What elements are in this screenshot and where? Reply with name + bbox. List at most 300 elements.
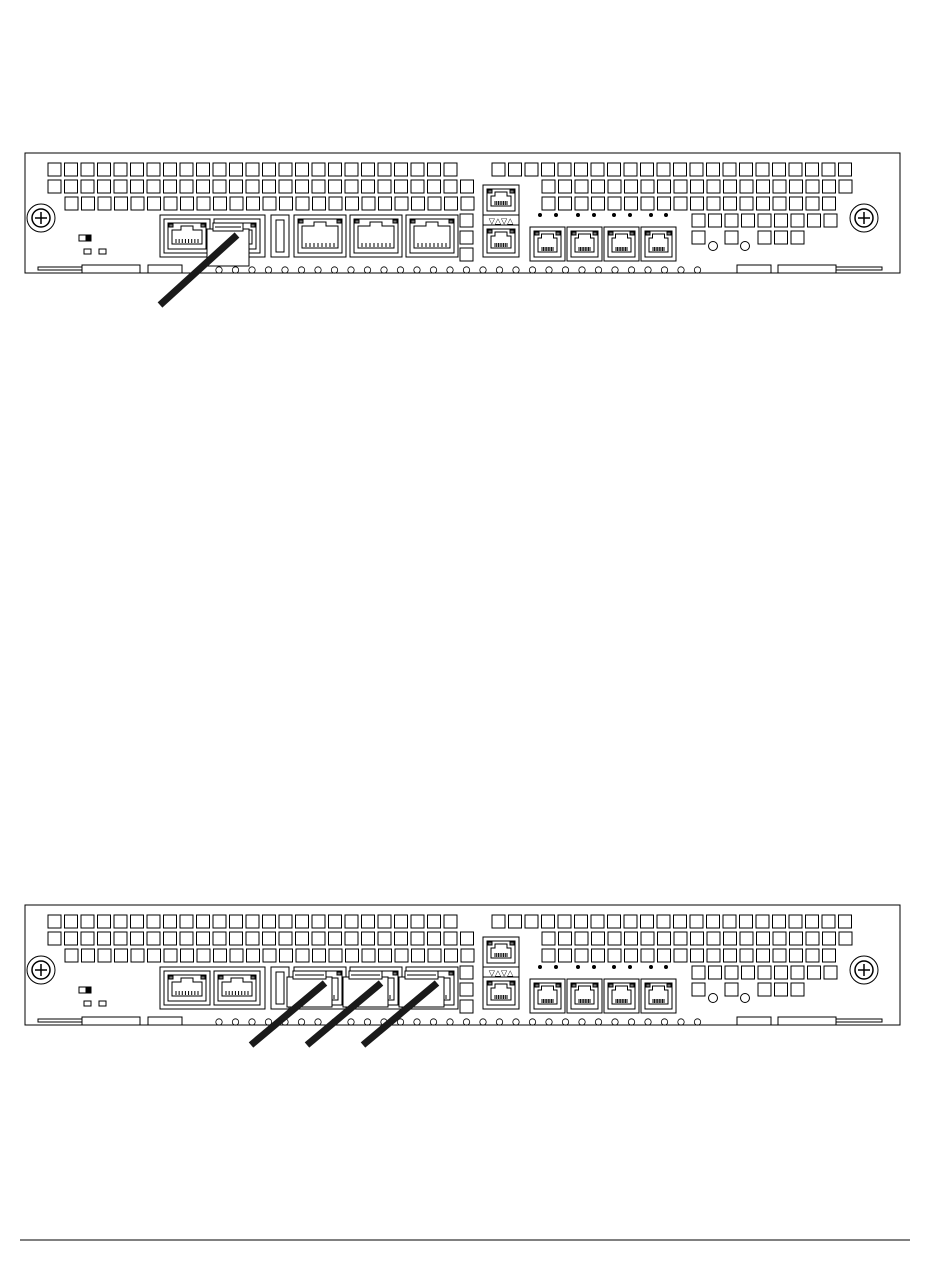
vent-hole: [98, 197, 111, 210]
vent-hole: [674, 197, 687, 210]
vent-hole: [773, 180, 786, 193]
vent-hole: [114, 932, 127, 945]
vent-hole: [279, 932, 292, 945]
rj45-led: [393, 972, 397, 975]
rj45-socket: [358, 222, 394, 248]
vent-hole: [625, 197, 638, 210]
screw-icon: [850, 956, 878, 984]
vent-hole: [164, 197, 177, 210]
port-led-dot: [592, 965, 596, 969]
rj45-led: [630, 984, 634, 987]
vent-hole: [329, 915, 342, 928]
rj45-socket: [612, 986, 631, 1004]
vent-hole: [197, 163, 210, 176]
stacked-port-lower: [483, 977, 519, 1009]
latch: [148, 1017, 182, 1025]
vent-hole: [624, 915, 637, 928]
bottom-vent-circle: [430, 1019, 436, 1025]
rj45-led: [201, 224, 205, 227]
rj45-led: [593, 232, 597, 235]
vent-hole: [707, 197, 720, 210]
rj45-led: [299, 220, 303, 223]
vent-hole: [65, 932, 78, 945]
rj45-socket: [538, 986, 557, 1004]
vent-hole: [608, 949, 621, 962]
vent-hole: [345, 180, 358, 193]
bottom-vent-circle: [216, 1019, 222, 1025]
vent-hole: [674, 915, 687, 928]
vent-hole: [230, 949, 243, 962]
port-led-dot: [576, 213, 580, 217]
vent-hole: [658, 180, 671, 193]
vent-hole: [247, 949, 260, 962]
vent-hole: [263, 949, 276, 962]
rj45-led: [535, 984, 539, 987]
vent-hole: [180, 180, 193, 193]
vent-hole: [345, 163, 358, 176]
screw-icon: [27, 204, 55, 232]
rj45-led: [510, 190, 514, 193]
vent-hole: [345, 915, 358, 928]
vent-hole: [65, 949, 78, 962]
vent-hole: [725, 983, 738, 996]
bottom-vent-circle: [463, 267, 469, 273]
rj45-led: [355, 220, 359, 223]
vent-hole: [428, 949, 441, 962]
vent-hole: [378, 163, 391, 176]
rj45-socket: [414, 222, 450, 248]
led-icon: [79, 987, 106, 1006]
vent-hole: [246, 180, 259, 193]
vent-hole: [280, 949, 293, 962]
bottom-vent-circle: [397, 267, 403, 273]
vent-hole: [791, 231, 804, 244]
vent-hole: [181, 197, 194, 210]
vent-hole: [575, 949, 588, 962]
rj45-port-inner: [168, 975, 206, 1001]
vent-hole: [824, 966, 837, 979]
vent-hole: [724, 932, 737, 945]
vent-hole: [822, 915, 835, 928]
bottom-vent-circle: [645, 267, 651, 273]
vent-hole: [428, 163, 441, 176]
bottom-vent-circle: [315, 1019, 321, 1025]
vent-hole: [461, 180, 474, 193]
stacked-port-upper: [483, 937, 519, 967]
vent-hole: [559, 180, 572, 193]
rj45-socket: [575, 986, 594, 1004]
vent-hole: [542, 197, 555, 210]
vent-hole: [362, 949, 375, 962]
vent-hole: [806, 197, 819, 210]
vent-hole: [444, 180, 457, 193]
rj45-led: [251, 224, 255, 227]
vent-hole: [213, 180, 226, 193]
vent-hole: [461, 949, 474, 962]
vent-hole: [725, 231, 738, 244]
vent-hole: [362, 915, 375, 928]
bottom-vent-circle: [331, 267, 337, 273]
port-led-dot: [664, 213, 668, 217]
vent-hole: [757, 932, 770, 945]
device-front-panel-top: [25, 153, 900, 305]
stacked-port-label: ▽△▽△: [488, 968, 514, 978]
stacked-port-upper: [483, 185, 519, 215]
vent-hole: [575, 915, 588, 928]
vent-hole: [296, 163, 309, 176]
rj45-port-3: [294, 215, 346, 257]
rj45-led: [593, 984, 597, 987]
vent-hole: [525, 163, 538, 176]
usb-slot: [276, 972, 284, 1004]
vent-hole: [790, 180, 803, 193]
vent-hole: [592, 949, 605, 962]
latch: [778, 265, 836, 273]
rj45-led: [572, 984, 576, 987]
rj45-led: [667, 232, 671, 235]
vent-hole: [395, 915, 408, 928]
vent-hole: [692, 983, 705, 996]
rj45-led: [488, 982, 492, 985]
vent-hole: [230, 197, 243, 210]
rj45-socket: [302, 222, 338, 248]
bottom-vent-circle: [282, 267, 288, 273]
vent-hole: [114, 163, 127, 176]
vent-hole: [559, 949, 572, 962]
vent-hole: [674, 180, 687, 193]
vent-hole: [707, 180, 720, 193]
vent-hole: [692, 966, 705, 979]
rj45-port-8: [567, 227, 602, 261]
vent-hole: [296, 932, 309, 945]
latch: [148, 265, 182, 273]
rj45-led: [556, 984, 560, 987]
vent-hole: [775, 214, 788, 227]
vent-hole: [329, 180, 342, 193]
vent-hole: [509, 915, 522, 928]
vent-hole: [608, 915, 621, 928]
bottom-vent-circle: [529, 267, 535, 273]
vent-hole: [48, 163, 61, 176]
status-led: [99, 1001, 106, 1006]
vent-hole: [81, 932, 94, 945]
vent-hole: [823, 932, 836, 945]
bottom-vent-circle: [480, 1019, 486, 1025]
vent-hole: [608, 932, 621, 945]
vent-hole: [263, 163, 276, 176]
bottom-vent-circle: [678, 267, 684, 273]
vent-hole: [641, 180, 654, 193]
vent-hole: [641, 197, 654, 210]
vent-hole: [756, 163, 769, 176]
vent-hole: [691, 932, 704, 945]
vent-hole: [115, 949, 128, 962]
vent-hole: [180, 163, 193, 176]
latch: [82, 1017, 140, 1025]
vent-hole: [806, 932, 819, 945]
vent-hole: [197, 915, 210, 928]
vent-hole: [312, 915, 325, 928]
vent-hole: [591, 163, 604, 176]
vent-hole: [164, 915, 177, 928]
vent-hole: [775, 966, 788, 979]
vent-hole: [81, 915, 94, 928]
latch: [38, 1019, 82, 1022]
bottom-vent-circle: [694, 267, 700, 273]
rj45-led: [488, 190, 492, 193]
bottom-vent-circle: [694, 1019, 700, 1025]
vent-hole: [740, 949, 753, 962]
vent-hole: [395, 180, 408, 193]
vent-hole: [806, 180, 819, 193]
port-led-dot: [649, 213, 653, 217]
vent-hole: [81, 180, 94, 193]
vent-hole: [82, 197, 95, 210]
vent-hole: [48, 180, 61, 193]
bottom-vent-circle: [612, 1019, 618, 1025]
vent-hole: [740, 915, 753, 928]
vent-hole: [757, 197, 770, 210]
vent-hole: [197, 197, 210, 210]
vent-hole: [197, 949, 210, 962]
vent-hole: [444, 915, 457, 928]
bottom-vent-circle: [661, 1019, 667, 1025]
rj45-port-10: [641, 227, 676, 261]
vent-hole: [641, 163, 654, 176]
vent-hole: [379, 197, 392, 210]
vent-hole: [690, 163, 703, 176]
latch: [778, 1017, 836, 1025]
vent-hole: [823, 180, 836, 193]
port-led-dot: [592, 213, 596, 217]
vent-hole: [412, 197, 425, 210]
vent-hole: [691, 949, 704, 962]
vent-hole: [247, 197, 260, 210]
bottom-vent-circle: [430, 267, 436, 273]
vent-hole: [758, 214, 771, 227]
bottom-vent-circle: [364, 1019, 370, 1025]
stacked-port-pair: [483, 185, 519, 257]
vent-hole: [164, 180, 177, 193]
vent-hole: [773, 915, 786, 928]
vent-hole: [724, 180, 737, 193]
bottom-vent-circle: [315, 267, 321, 273]
port-led-dot: [664, 965, 668, 969]
vent-hole: [773, 197, 786, 210]
rj45-port-inner: [168, 223, 206, 249]
vent-hole: [674, 949, 687, 962]
vent-hole: [230, 180, 243, 193]
vent-hole: [279, 180, 292, 193]
vent-hole: [724, 949, 737, 962]
rj45-port-8: [567, 979, 602, 1013]
vent-hole: [296, 197, 309, 210]
vent-hole: [296, 180, 309, 193]
bottom-vent-circle: [612, 267, 618, 273]
vent-hole: [378, 915, 391, 928]
vent-hole: [378, 180, 391, 193]
bottom-vent-circle: [480, 267, 486, 273]
rj45-port-inner: [218, 975, 256, 1001]
vent-hole: [806, 915, 819, 928]
bottom-vent-circle: [447, 267, 453, 273]
vent-hole: [839, 915, 852, 928]
vent-hole: [608, 163, 621, 176]
vent-hole: [709, 214, 722, 227]
vent-hole: [542, 932, 555, 945]
vent-hole: [641, 949, 654, 962]
connected-module-2: [343, 971, 388, 1007]
vent-hole: [742, 214, 755, 227]
vent-hole: [724, 197, 737, 210]
vent-hole: [395, 197, 408, 210]
bottom-vent-circle: [513, 1019, 519, 1025]
rj45-port-9: [604, 227, 639, 261]
vent-hole: [789, 163, 802, 176]
vent-hole: [131, 949, 144, 962]
vent-hole: [725, 214, 738, 227]
device-front-panel-bottom: [25, 905, 900, 1045]
vent-hole: [164, 949, 177, 962]
stacked-port-lower: [483, 225, 519, 257]
rj45-led: [488, 942, 492, 945]
latch: [737, 265, 771, 273]
rj45-led: [488, 230, 492, 233]
screw-icon: [27, 956, 55, 984]
rj45-led: [219, 976, 223, 979]
bottom-vent-circle: [364, 267, 370, 273]
bottom-vent-circle: [249, 1019, 255, 1025]
bottom-vent-circle: [595, 1019, 601, 1025]
vent-hole: [658, 949, 671, 962]
rj45-port-10: [641, 979, 676, 1013]
vent-hole: [758, 231, 771, 244]
port-led-dot: [628, 213, 632, 217]
port-led-dot: [576, 965, 580, 969]
status-led: [84, 249, 91, 254]
rj45-port-7: [530, 227, 565, 261]
vent-hole: [230, 915, 243, 928]
vent-hole: [48, 915, 61, 928]
rj45-led: [572, 232, 576, 235]
bottom-vent-circle: [298, 1019, 304, 1025]
vent-hole: [395, 949, 408, 962]
vent-hole: [624, 163, 637, 176]
vent-hole: [48, 932, 61, 945]
rj45-port-5: [406, 215, 458, 257]
vent-hole: [131, 915, 144, 928]
vent-hole: [575, 163, 588, 176]
bottom-vent-circle: [513, 267, 519, 273]
cable-icon: [160, 235, 237, 305]
vent-hole: [263, 915, 276, 928]
vent-hole: [709, 966, 722, 979]
rj45-led: [337, 220, 341, 223]
vent-hole: [81, 163, 94, 176]
vent-hole: [312, 180, 325, 193]
vent-hole: [181, 949, 194, 962]
vent-hole: [525, 915, 538, 928]
rj45-led: [251, 976, 255, 979]
vent-hole: [608, 197, 621, 210]
vent-hole: [411, 932, 424, 945]
rj45-led: [556, 232, 560, 235]
vent-hole: [197, 932, 210, 945]
vent-hole: [492, 163, 505, 176]
bottom-vent-circle: [249, 267, 255, 273]
vent-hole: [740, 163, 753, 176]
rj45-led: [630, 232, 634, 235]
bottom-vent-circle: [414, 1019, 420, 1025]
vent-hole: [839, 163, 852, 176]
vent-hole: [773, 163, 786, 176]
vent-hole: [180, 932, 193, 945]
vent-hole: [575, 180, 588, 193]
status-led-lit: [86, 987, 91, 993]
vent-hole: [542, 163, 555, 176]
status-led: [99, 249, 106, 254]
vent-hole: [98, 163, 111, 176]
vent-hole: [131, 197, 144, 210]
vent-hole: [691, 180, 704, 193]
vent-hole: [444, 163, 457, 176]
latch: [836, 1019, 882, 1022]
rj45-socket: [538, 234, 557, 252]
rj45-port-1: [164, 971, 210, 1005]
connected-module-1: [287, 971, 332, 1007]
vent-hole: [329, 197, 342, 210]
vent-hole: [461, 197, 474, 210]
vent-hole: [492, 915, 505, 928]
vent-hole: [180, 915, 193, 928]
vent-hole: [148, 197, 161, 210]
rj45-socket: [491, 944, 511, 958]
latch: [737, 1017, 771, 1025]
vent-hole: [444, 932, 457, 945]
vent-hole: [246, 915, 259, 928]
vent-hole: [164, 163, 177, 176]
vent-hole: [791, 214, 804, 227]
vent-hole: [280, 197, 293, 210]
vent-hole: [147, 932, 160, 945]
vent-hole: [758, 966, 771, 979]
vent-hole: [542, 915, 555, 928]
bottom-vent-circle: [562, 267, 568, 273]
vent-hole: [65, 197, 78, 210]
vent-hole: [346, 949, 359, 962]
bottom-vent-circle: [298, 267, 304, 273]
port-led-dot: [612, 965, 616, 969]
vent-hole: [625, 932, 638, 945]
vent-hole: [790, 197, 803, 210]
vent-hole: [114, 915, 127, 928]
indicator-hole: [709, 242, 718, 251]
vent-hole: [575, 932, 588, 945]
vent-hole: [558, 163, 571, 176]
port-led-dot: [612, 213, 616, 217]
rj45-port-4: [350, 215, 402, 257]
vent-hole: [362, 197, 375, 210]
vent-hole: [692, 214, 705, 227]
vent-hole: [411, 163, 424, 176]
vent-hole: [822, 163, 835, 176]
vent-hole: [312, 163, 325, 176]
port-led-dot: [538, 213, 542, 217]
vent-hole: [692, 231, 705, 244]
vent-hole: [98, 932, 111, 945]
vent-hole: [147, 180, 160, 193]
rj45-led: [646, 984, 650, 987]
